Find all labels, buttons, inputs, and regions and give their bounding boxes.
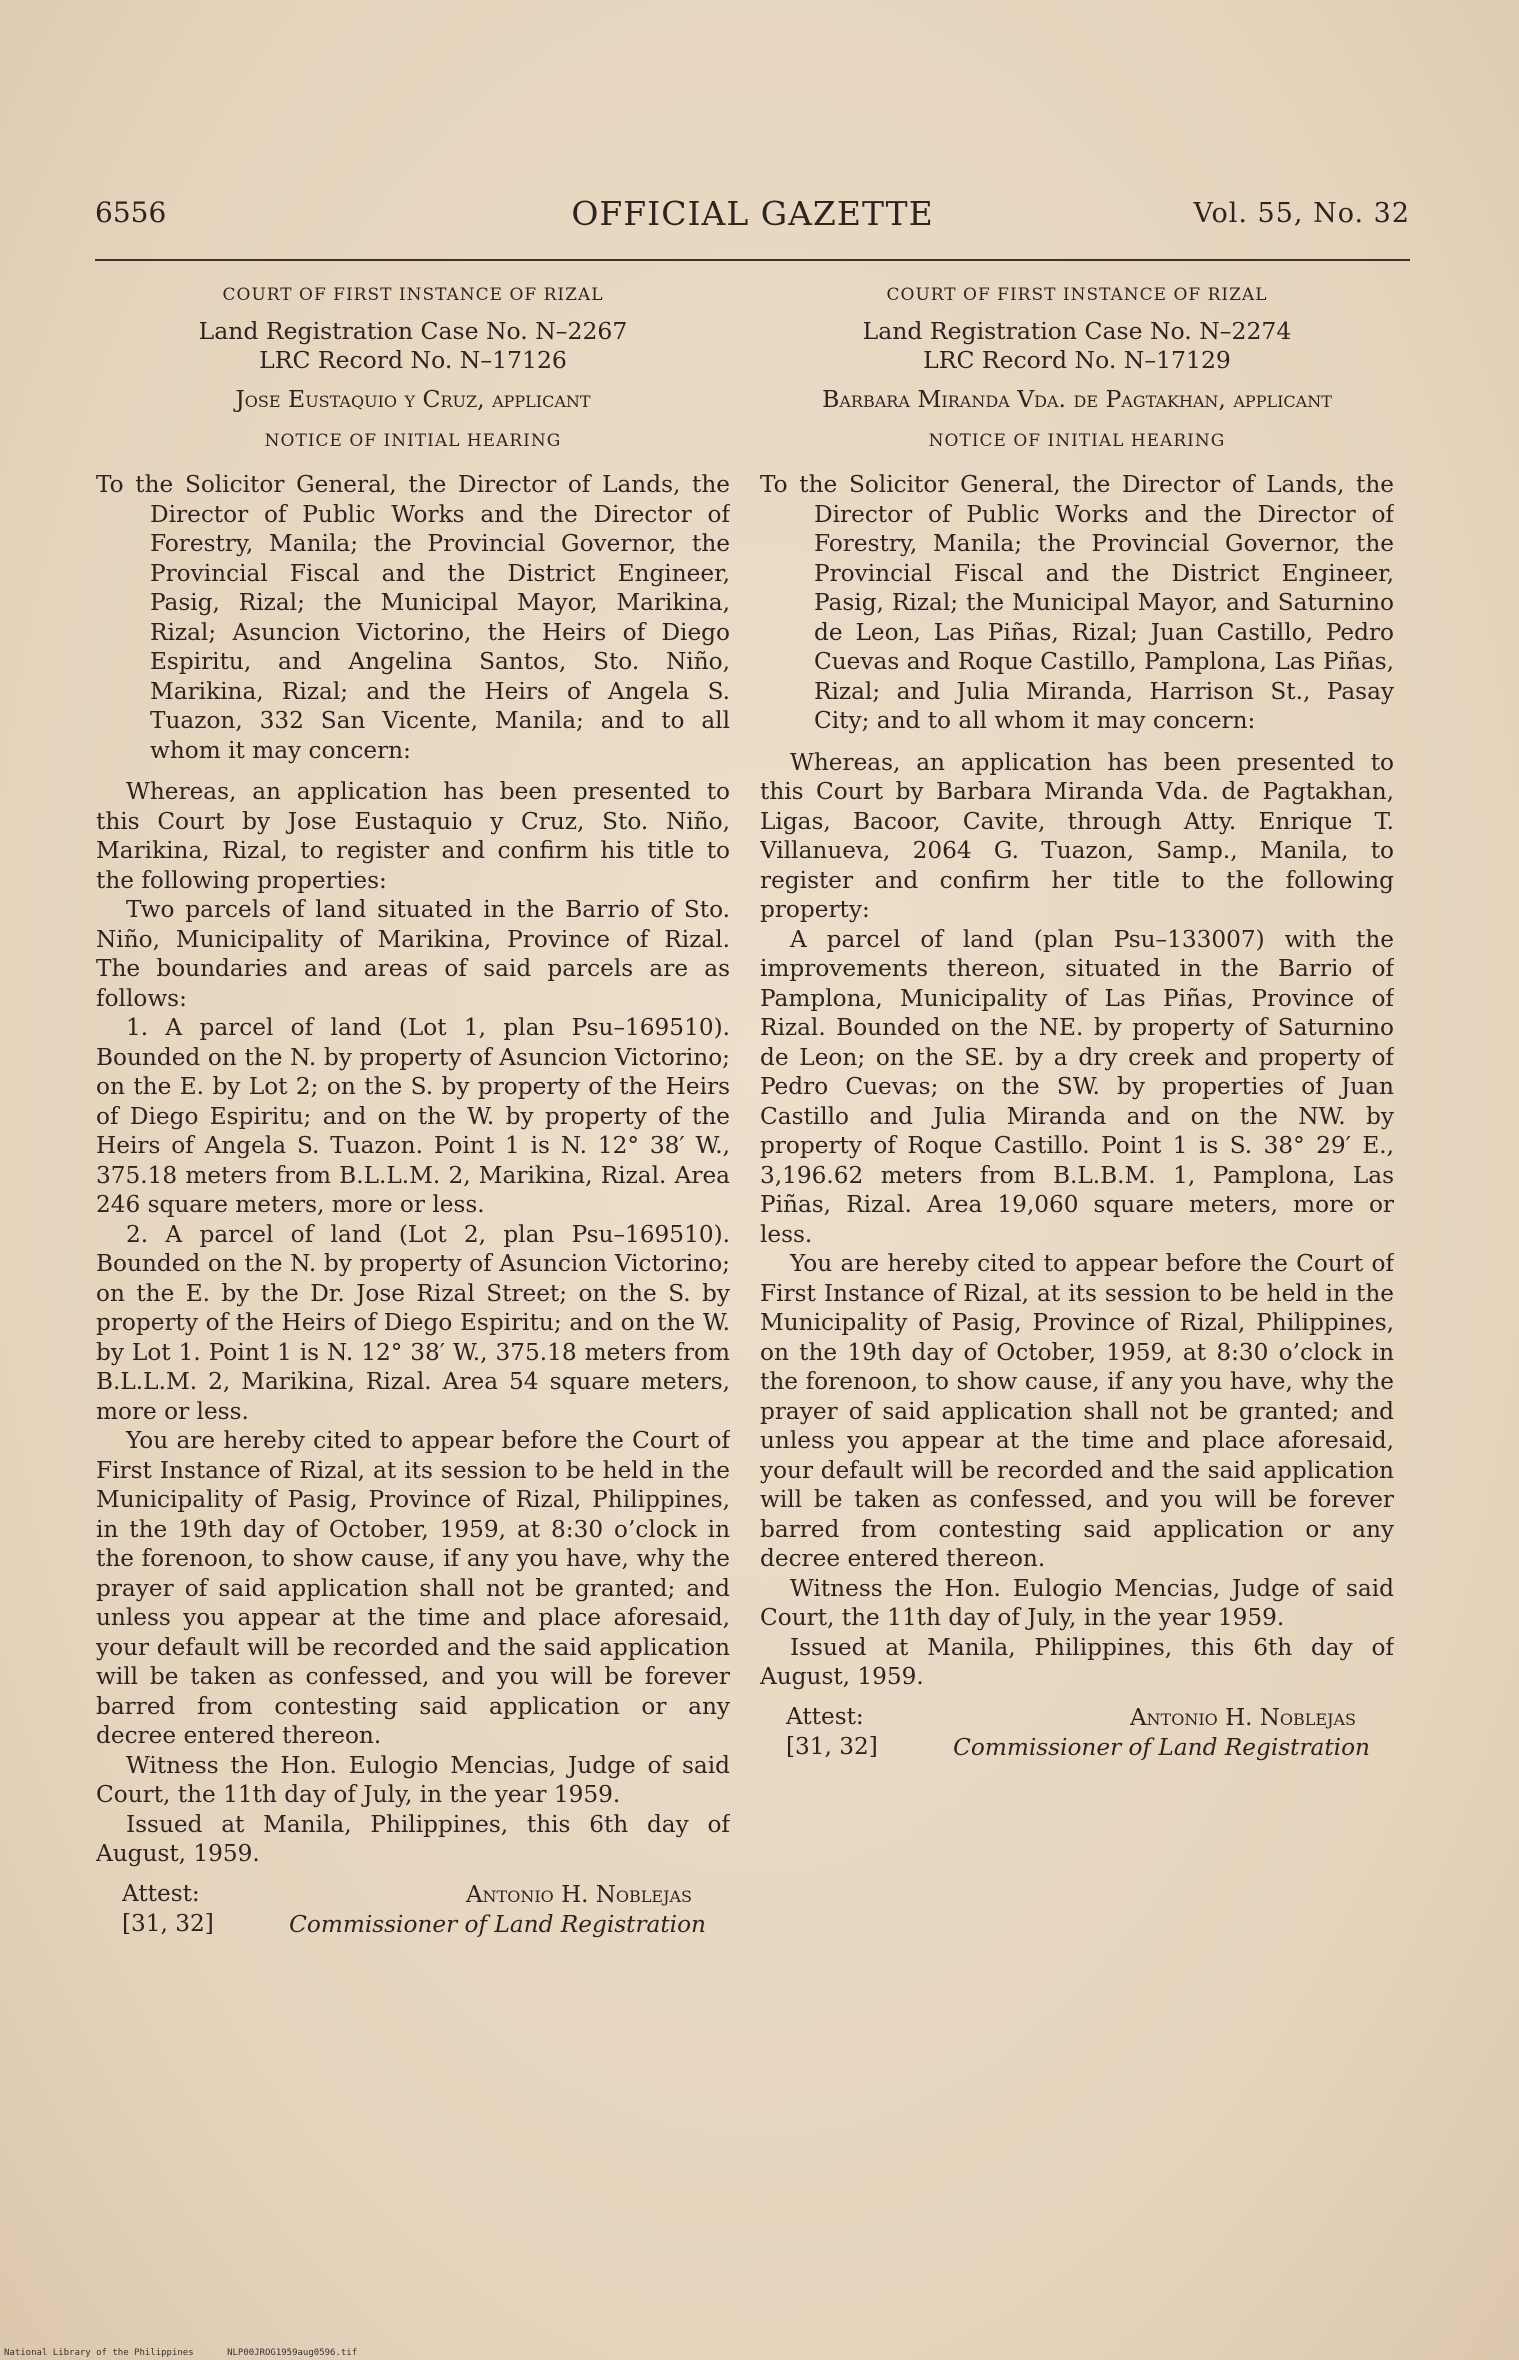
- page-number: 6556: [95, 196, 167, 229]
- attest-label: Attest:: [786, 1702, 864, 1730]
- issue-refs: [31, 32]: [786, 1732, 878, 1760]
- paragraph: A parcel of land (plan Psu–133007) with the improvements thereon, situated in the Barrio of Pamplona, Municipality of Las Piñas, Province of Rizal. Bounded on the NE. by property of Saturnino de Leon; on the SE. by a dry creek and property of Pedro Cuevas; on the SW. by properties of Juan Castillo and Julia Miranda and on the NW. by property of Roque Castillo. Point 1 is S. 38° 29′ E., 3,196.62 meters from B.L.B.M. 1, Pamplona, Las Piñas, Rizal. Area 19,060 square meters, more or less.: [760, 925, 1394, 1248]
- paragraph: Whereas, an application has been presented to this Court by Jose Eustaquio y Cruz, Sto. Niño, Marikina, Rizal, to register and confirm his title to the following properties:: [96, 778, 730, 894]
- paragraph: You are hereby cited to appear before the Court of First Instance of Rizal, at its session to be held in the Municipality of Pasig, Province of Rizal, Philippines, on the 19th day of October, 1959, at 8:30 o’clock in the forenoon, to show cause, if any you have, why the prayer of said application shall not be granted; and unless you appear at the time and place aforesaid, your default will be recorded and the said application will be taken as confessed, and you will be forever barred from contesting said application or any decree entered thereon.: [760, 1250, 1394, 1572]
- court-heading: COURT OF FIRST INSTANCE OF RIZAL: [886, 285, 1268, 305]
- case-number: Land Registration Case No. N–2267: [198, 317, 628, 345]
- notice-title: NOTICE OF INITIAL HEARING: [264, 430, 562, 451]
- notice-column-left: [96, 283, 730, 2093]
- paragraph: Witness the Hon. Eulogio Mencias, Judge of said Court, the 11th day of July, in the year 1959.: [760, 1574, 1394, 1631]
- notice-column-right: [760, 283, 1394, 2093]
- paragraph: Issued at Manila, Philippines, this 6th day of August, 1959.: [96, 1810, 730, 1867]
- page-header: [95, 196, 1410, 240]
- record-number: LRC Record No. N–17126: [259, 346, 567, 374]
- issue-refs: [31, 32]: [122, 1909, 214, 1937]
- scan-filename: NLP00JROG1959aug0596.tif: [227, 2348, 358, 2358]
- publication-title: OFFICIAL GAZETTE: [571, 194, 934, 233]
- notice-title: NOTICE OF INITIAL HEARING: [928, 430, 1226, 451]
- signer-name: Antonio H. Noblejas: [465, 1881, 692, 1908]
- paragraph: 2. A parcel of land (Lot 2, plan Psu–169510). Bounded on the N. by property of Asuncion Victorino; on the E. by the Dr. Jose Rizal Street; on the S. by property of the Heirs of Diego Espiritu; and on the W. by Lot 1. Point 1 is N. 12° 38′ W., 375.18 meters from B.L.L.M. 2, Marikina, Rizal. Area 54 square meters, more or less.: [96, 1220, 730, 1425]
- signature-block: [760, 1702, 1394, 1764]
- library-credit: National Library of the Philippines: [4, 2348, 194, 2358]
- salutation: To the Solicitor General, the Director of Lands, the Director of Public Works and the Director of Forestry, Manila; the Provincial Governor, the Provincial Fiscal and the District Engineer, Pasig, Rizal; the Municipal Mayor, and Saturnino de Leon, Las Piñas, Rizal; Juan Castillo, Pedro Cuevas and Roque Castillo, Pamplona, Las Piñas, Rizal; and Julia Miranda, Harrison St., Pasay City; and to all whom it may concern:: [760, 471, 1394, 734]
- header-rule: [95, 259, 1410, 261]
- paragraph: You are hereby cited to appear before the Court of First Instance of Rizal, at its session to be held in the Municipality of Pasig, Province of Rizal, Philippines, in the 19th day of October, 1959, at 8:30 o’clock in the forenoon, to show cause, if any you have, why the prayer of said application shall not be granted; and unless you appear at the time and place aforesaid, your default will be recorded and the said application will be taken as confessed, and you will be forever barred from contesting said application or any decree entered thereon.: [96, 1427, 730, 1749]
- paragraph: Witness the Hon. Eulogio Mencias, Judge of said Court, the 11th day of July, in the year 1959.: [96, 1751, 730, 1808]
- signer-title: Commissioner of Land Registration: [289, 1910, 706, 1938]
- paragraph: Issued at Manila, Philippines, this 6th day of August, 1959.: [760, 1633, 1394, 1690]
- volume-issue: Vol. 55, No. 32: [1193, 198, 1410, 229]
- scan-footer: [4, 2348, 385, 2358]
- record-number: LRC Record No. N–17129: [923, 346, 1231, 374]
- signer-name: Antonio H. Noblejas: [1129, 1704, 1356, 1731]
- paragraph: Two parcels of land situated in the Barrio of Sto. Niño, Municipality of Marikina, Province of Rizal. The boundaries and areas of said parcels are as follows:: [96, 896, 730, 1012]
- salutation: To the Solicitor General, the Director of Lands, the Director of Public Works and the Director of Forestry, Manila; the Provincial Governor, the Provincial Fiscal and the District Engineer, Pasig, Rizal; the Municipal Mayor, Marikina, Rizal; Asuncion Victorino, the Heirs of Diego Espiritu, and Angelina Santos, Sto. Niño, Marikina, Rizal; and the Heirs of Angela S. Tuazon, 332 San Vicente, Manila; and to all whom it may concern:: [96, 471, 730, 764]
- signer-title: Commissioner of Land Registration: [953, 1733, 1370, 1761]
- applicant-line: Jose Eustaquio y Cruz, applicant: [235, 385, 591, 413]
- applicant-line: Barbara Miranda Vda. de Pagtakhan, applicant: [822, 385, 1332, 413]
- court-heading: COURT OF FIRST INSTANCE OF RIZAL: [222, 285, 604, 305]
- case-number: Land Registration Case No. N–2274: [862, 317, 1292, 345]
- attest-label: Attest:: [122, 1879, 200, 1907]
- paragraph: Whereas, an application has been presented to this Court by Barbara Miranda Vda. de Pagtakhan, Ligas, Bacoor, Cavite, through Atty. Enrique T. Villanueva, 2064 G. Tuazon, Samp., Manila, to register and confirm her title to the following property:: [760, 748, 1394, 923]
- paragraph: 1. A parcel of land (Lot 1, plan Psu–169510). Bounded on the N. by property of Asuncion Victorino; on the E. by Lot 2; on the S. by property of the Heirs of Diego Espiritu; and on the W. by property of the Heirs of Angela S. Tuazon. Point 1 is N. 12° 38′ W., 375.18 meters from B.L.L.M. 2, Marikina, Rizal. Area 246 square meters, more or less.: [96, 1014, 730, 1218]
- signature-block: [96, 1879, 730, 1941]
